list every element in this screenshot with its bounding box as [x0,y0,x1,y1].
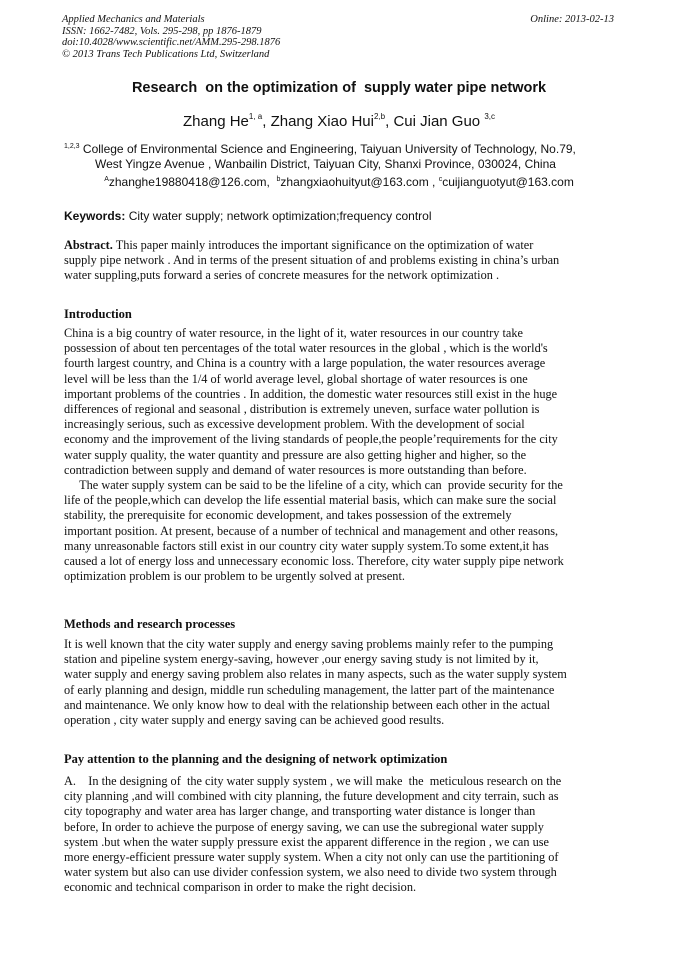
introduction-body [64,326,614,584]
author-name: Cui Jian Guo [393,113,485,130]
journal-name: Applied Mechanics and Materials [62,14,205,25]
body-line: stability, the prerequisite for economic development, and takes possession of the extremely [64,508,512,523]
body-line: caused a lot of energy loss and unnecessary economic loss. Therefore, city water supply pipe network [64,554,564,569]
body-line: city topography and water area has larger change, and transporting water distance is longer than [64,804,536,819]
online-date: Online: 2013-02-13 [530,14,614,25]
email-sup: b [276,176,281,183]
section-heading-introduction: Introduction [64,307,132,321]
email-link[interactable]: zhanghe19880418@126.com, [108,175,270,189]
body-line: economy and the improvement of the living standards of people,the people’requirements for the city [64,432,558,447]
body-line: many unreasonable factors still exist in our country city water supply system.To some extent,it has [64,538,549,553]
body-line: and maintenance. We only know how to deal with the relationship between each other in the actual [64,697,551,712]
abstract-label: Abstract. [64,238,113,252]
email-sup: c [438,176,443,183]
body-line: water supply quality, the water quantity and pressure are also getting higher and higher, so the [64,447,527,462]
abstract [64,238,614,284]
journal-doi: doi:10.4028/www.scientific.net/AMM.295-298.1876 [62,37,281,48]
author-sup: 3,c [484,112,495,121]
body-line: It is well known that the city water supply and energy saving problems mainly refer to the pumping [64,637,554,651]
email-link[interactable]: cuijianguotyut@163.com [442,175,574,189]
journal-issn: ISSN: 1662-7482, Vols. 295-298, pp 1876-1879 [62,25,262,37]
author-sup: 1, a [248,112,263,121]
keywords [64,209,624,223]
body-line: economic and technical comparison in order to make the right decision. [64,880,417,895]
keywords-text: City water supply; network optimization;frequency control [125,209,432,223]
body-line: level will be less than the 1/4 of world average level, global shortage of water resources is one [64,371,528,386]
affiliation-sup: 1,2,3 [64,143,80,150]
body-line: differences of regional and seasonal , distribution is extremely uneven, surface water pollution is [64,402,540,417]
body-line: The water supply system can be said to be the lifeline of a city, which can provide security for the [64,478,563,493]
body-line: city planning ,and will combined with city planning, the future development and city terrain, such as [64,789,559,804]
body-line: more energy-efficient pressure water supply system. When a city not only can use the partitioning of [64,850,559,865]
abstract-line: This paper mainly introduces the important significance on the optimization of water [112,238,534,252]
body-line: system .but when the water supply pressure exist the apparent difference in the region , we can use [64,834,550,849]
body-line: before, In order to achieve the purpose of energy saving, we can use the subregional water supply [64,819,544,834]
body-line: water supply and energy saving problem also relates in many aspects, such as the water supply system [64,667,567,682]
body-line: station and pipeline system energy-saving, however ,our energy saving study is not limited by it, [64,652,539,667]
body-line: of early planning and design, middle run scheduling management, the latter part of the maintenance [64,682,555,697]
affiliation [64,139,624,172]
body-line: important position. At present, because of a number of technical and management and other reasons, [64,523,559,538]
journal-header [62,14,280,60]
body-line: important problems of the countries . In addition, the domestic water resources still exist in the huge [64,386,558,401]
journal-copyright: © 2013 Trans Tech Publications Ltd, Switzerland [62,48,270,60]
body-line: increasingly serious, such as excessive development problem. With the development of social [64,417,525,432]
body-line: optimization problem is our problem to be urgently solved at present. [64,569,405,584]
body-line: life of the people,which can develop the life essential material basis, which can make sure the social [64,493,557,508]
author-emails [0,175,678,189]
body-line: water system but also can use divider confession system, we also need to divide two system through [64,865,557,880]
abstract-line: water suppling,puts forward a series of concrete measures for the network optimization . [64,268,500,283]
section-heading-planning: Pay attention to the planning and the designing of network optimization [64,752,448,766]
body-line: fourth largest country, and China is a country with a large population, the water resources average [64,356,546,371]
author-name: Zhang Xiao Hui [270,113,374,130]
body-line: possession of about ten percentages of the total water resources in the global , which is the world's [64,341,548,356]
body-line: China is a big country of water resource, in the light of it, water resources in our country take [64,326,523,340]
email-link[interactable]: zhangxiaohuityut@163.com , [280,175,436,189]
methods-body [64,637,614,728]
affiliation-line: West Yingze Avenue , Wanbailin District, Taiyuan City, Shanxi Province, 030024, China [95,157,556,171]
abstract-line: supply pipe network . And in terms of the present situation of and problems existing in china’s urban [64,253,560,268]
paper-title: Research on the optimization of supply water pipe network [131,80,547,96]
planning-body [64,774,614,896]
body-line: contradiction between supply and demand of water resources is more outstanding than before. [64,462,527,477]
affiliation-line: College of Environmental Science and Engineering, Taiyuan University of Technology, No.79, [79,142,576,156]
body-line: A. In the designing of the city water supply system , we will make the meticulous research on the [64,774,562,788]
author-sup: 2,b [373,112,386,121]
section-heading-methods: Methods and research processes [64,617,236,631]
email-sup: A [104,176,109,183]
author-list: Zhang He$^{1, a}$, Zhang Xiao Hui$^{2,b}$, Cui Jian Guo $^{3,c}$ [183,112,495,130]
body-line: operation , city water supply and energy saving can be achieved good results. [64,713,445,728]
author-name: Zhang He [183,113,249,130]
keywords-label: Keywords: [64,209,126,223]
